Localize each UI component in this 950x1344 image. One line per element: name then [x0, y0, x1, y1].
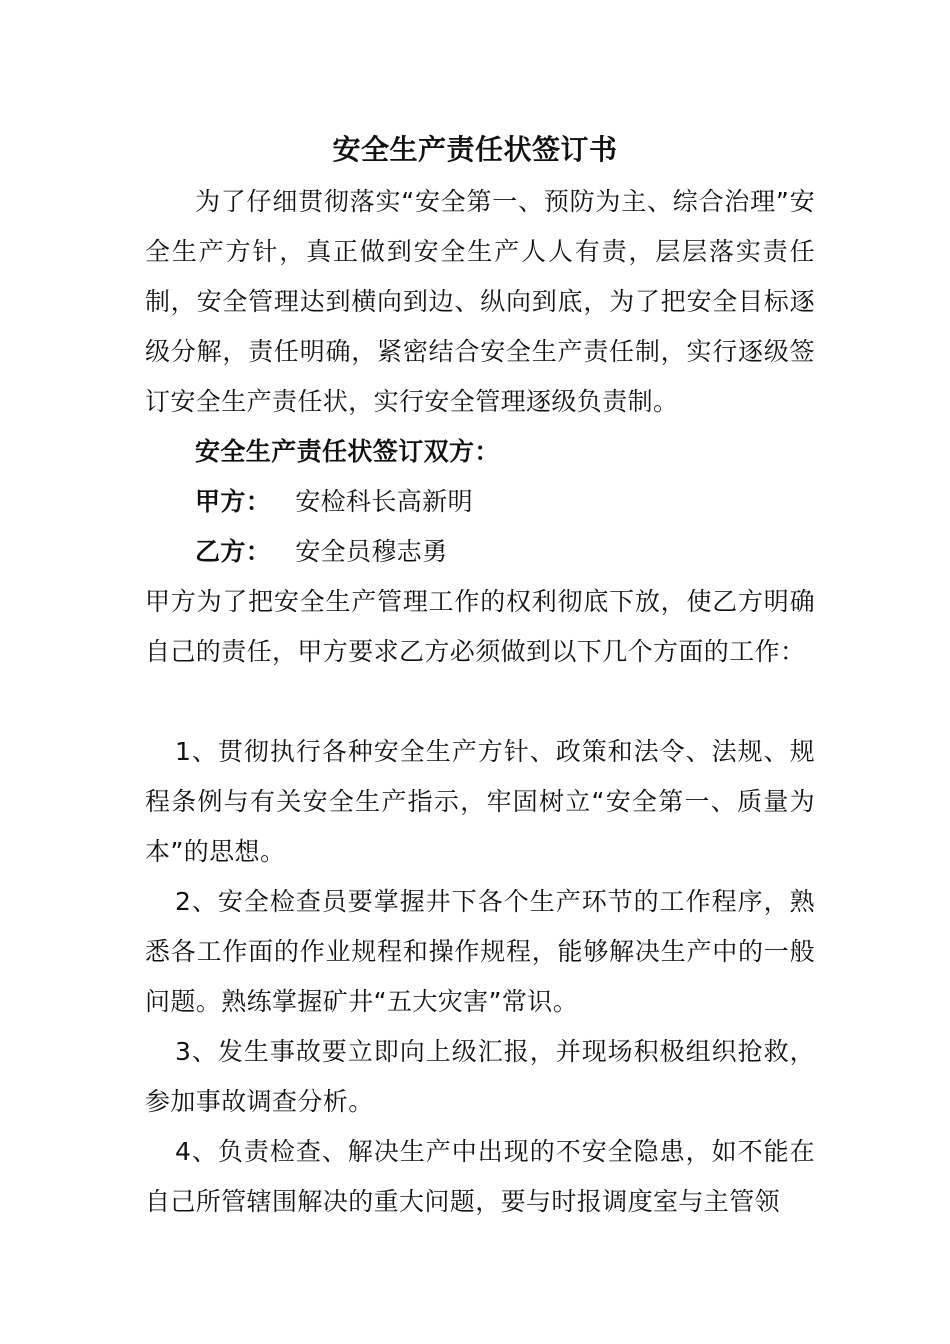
requirement-item-3: 3、发生事故要立即向上级汇报，并现场积极组织抢救，参加事故调查分析。 — [145, 1037, 815, 1116]
party-b-label: 乙方： — [195, 537, 272, 566]
party-a-row — [195, 477, 473, 527]
party-a-label: 甲方： — [195, 487, 272, 516]
party-a-value: 安检科长高新明 — [295, 487, 474, 516]
requirement-item-1: 1、贯彻执行各种安全生产方针、政策和法令、法规、规程条例与有关安全生产指示，牢固树立“安全第一、质量为本”的思想。 — [145, 737, 815, 866]
requirements-intro: 甲方为了把安全生产管理工作的权利彻底下放，使乙方明确自己的责任，甲方要求乙方必须做到以下几个方面的工作： — [145, 587, 815, 666]
requirement-item-4: 4、负责检查、解决生产中出现的不安全隐患，如不能在自己所管辖围解决的重大问题，要与时报调度室与主管领 — [145, 1137, 815, 1216]
document-title: 安全生产责任状签订书 — [332, 133, 618, 166]
party-b-row — [195, 527, 448, 577]
party-b-value: 安全员穆志勇 — [295, 537, 448, 566]
intro-paragraph: 为了仔细贯彻落实“安全第一、预防为主、综合治理”安全生产方针，真正做到安全生产人人有责，层层落实责任制，安全管理达到横向到边、纵向到底，为了把安全目标逐级分解，责任明确，紧密结合安全生产责任制，实行逐级签订安全生产责任状，实行安全管理逐级负责制。 — [145, 187, 815, 416]
parties-heading: 安全生产责任状签订双方： — [195, 437, 500, 466]
requirement-item-2: 2、安全检查员要掌握井下各个生产环节的工作程序，熟悉各工作面的作业规程和操作规程，能够解决生产中的一般问题。熟练掌握矿井“五大灾害”常识。 — [145, 887, 815, 1016]
